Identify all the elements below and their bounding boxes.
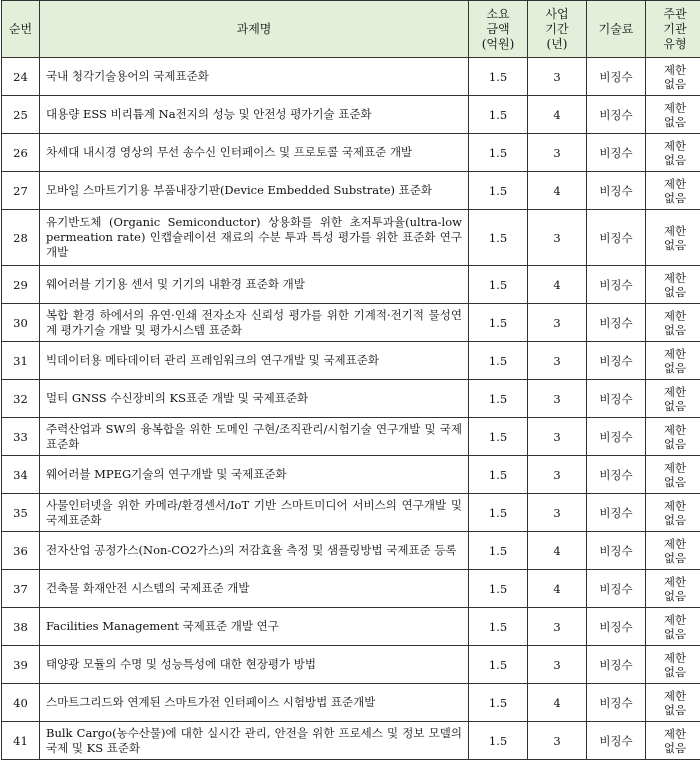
cell-period: 3 [528,58,587,96]
cell-period: 3 [528,456,587,494]
cell-fee: 비징수 [587,342,646,380]
cell-limit-line: 제한 [663,62,687,77]
cell-period: 3 [528,342,587,380]
table-row [2,134,700,172]
cell-limit [646,418,700,456]
cell-no: 35 [2,494,40,532]
cell-limit-line: 제한 [663,176,687,191]
cell-amount: 1.5 [469,418,528,456]
cell-period: 3 [528,608,587,646]
cell-no: 38 [2,608,40,646]
table-row [2,646,700,684]
header-amount [469,1,528,58]
cell-no: 31 [2,342,40,380]
cell-limit-line: 제한 [663,384,687,399]
cell-limit [646,342,700,380]
cell-title: 전자산업 공정가스(Non-CO2가스)의 저감효율 측정 및 샘플링방법 국제표준 등록 [40,532,469,570]
header-fee: 기술료 [587,1,646,58]
header-period-line: 기간 [545,21,569,36]
cell-limit-line: 제한 [663,688,687,703]
cell-limit [646,134,700,172]
cell-limit-line: 제한 [663,460,687,475]
header-title: 과제명 [40,1,469,58]
table-row [2,172,700,210]
table-row [2,532,700,570]
cell-limit [646,266,700,304]
cell-title: Facilities Management 국제표준 개발 연구 [40,608,469,646]
cell-period: 4 [528,266,587,304]
header-amount-line: 금액 [486,21,510,36]
table-row [2,304,700,342]
cell-fee: 비징수 [587,134,646,172]
cell-limit-line: 없음 [663,114,687,129]
cell-title: 복합 환경 하에서의 유연·인쇄 전자소자 신뢰성 평가를 위한 기계적·전기적 물성연계 평가기술 개발 및 평가시스템 표준화 [40,304,469,342]
cell-limit-line: 없음 [663,398,687,413]
cell-no: 32 [2,380,40,418]
cell-amount: 1.5 [469,210,528,266]
cell-limit [646,722,700,760]
cell-no: 29 [2,266,40,304]
project-table [1,0,700,760]
cell-amount: 1.5 [469,722,528,760]
cell-amount: 1.5 [469,380,528,418]
cell-amount: 1.5 [469,494,528,532]
cell-no: 24 [2,58,40,96]
table-row [2,456,700,494]
table-row [2,418,700,456]
cell-limit-line: 제한 [663,270,687,285]
cell-title: 모바일 스마트기기용 부품내장기판(Device Embedded Substrate) 표준화 [40,172,469,210]
cell-period: 3 [528,210,587,266]
cell-fee: 비징수 [587,210,646,266]
table-row [2,684,700,722]
table-row [2,266,700,304]
cell-fee: 비징수 [587,266,646,304]
cell-fee: 비징수 [587,456,646,494]
cell-title: Bulk Cargo(농수산물)에 대한 실시간 관리, 안전을 위한 프로세스 및 정보 모델의 국제 및 KS 표준화 [40,722,469,760]
cell-title: 태양광 모듈의 수명 및 성능특성에 대한 현장평가 방법 [40,646,469,684]
header-amount-line: (억원) [481,36,515,51]
cell-amount: 1.5 [469,608,528,646]
cell-period: 3 [528,646,587,684]
cell-title: 유기반도체 (Organic Semiconductor) 상용화를 위한 초저투과율(ultra-low permeation rate) 인캡슐레이션 재료의 수분 투과 특성 평가를 위한 표준화 연구 개발 [40,210,469,266]
cell-fee: 비징수 [587,646,646,684]
cell-limit-line: 없음 [663,237,687,252]
cell-title: 사물인터넷을 위한 카메라/환경센서/IoT 기반 스마트미디어 서비스의 연구개발 및 국제표준화 [40,494,469,532]
header-period-line: 사업 [545,6,569,21]
cell-limit [646,494,700,532]
cell-period: 4 [528,172,587,210]
cell-limit [646,380,700,418]
cell-limit [646,684,700,722]
cell-amount: 1.5 [469,134,528,172]
cell-fee: 비징수 [587,532,646,570]
cell-limit-line: 제한 [663,612,687,627]
cell-no: 25 [2,96,40,134]
cell-limit-line: 제한 [663,422,687,437]
cell-fee: 비징수 [587,304,646,342]
cell-fee: 비징수 [587,418,646,456]
table-row [2,380,700,418]
cell-limit-line: 없음 [663,664,687,679]
cell-no: 26 [2,134,40,172]
table-row [2,96,700,134]
cell-no: 30 [2,304,40,342]
cell-amount: 1.5 [469,570,528,608]
cell-title: 웨어러블 기기용 센서 및 기기의 내환경 표준화 개발 [40,266,469,304]
cell-limit [646,58,700,96]
cell-amount: 1.5 [469,96,528,134]
cell-title: 차세대 내시경 영상의 무선 송수신 인터페이스 및 프로토콜 국제표준 개발 [40,134,469,172]
cell-title: 빅데이터용 메타데이터 관리 프레임워크의 연구개발 및 국제표준화 [40,342,469,380]
cell-fee: 비징수 [587,172,646,210]
cell-amount: 1.5 [469,58,528,96]
cell-period: 4 [528,570,587,608]
header-row [2,1,700,58]
cell-fee: 비징수 [587,380,646,418]
header-limit-line: 유형 [663,36,687,51]
cell-amount: 1.5 [469,304,528,342]
cell-title: 멀티 GNSS 수신장비의 KS표준 개발 및 국제표준화 [40,380,469,418]
cell-period: 3 [528,722,587,760]
cell-limit-line: 제한 [663,574,687,589]
header-limit-line: 주관 [663,6,687,21]
cell-limit [646,210,700,266]
cell-fee: 비징수 [587,684,646,722]
cell-limit-line: 없음 [663,740,687,755]
table-row [2,58,700,96]
cell-fee: 비징수 [587,58,646,96]
cell-amount: 1.5 [469,646,528,684]
cell-limit-line: 없음 [663,436,687,451]
cell-amount: 1.5 [469,342,528,380]
cell-amount: 1.5 [469,172,528,210]
cell-fee: 비징수 [587,96,646,134]
cell-no: 37 [2,570,40,608]
header-limit [646,1,700,58]
cell-limit [646,608,700,646]
cell-amount: 1.5 [469,456,528,494]
cell-no: 27 [2,172,40,210]
cell-limit-line: 없음 [663,588,687,603]
cell-period: 3 [528,418,587,456]
cell-limit-line: 제한 [663,138,687,153]
cell-title: 국내 청각기술용어의 국제표준화 [40,58,469,96]
cell-limit-line: 없음 [663,550,687,565]
cell-limit-line: 없음 [663,512,687,527]
cell-limit-line: 없음 [663,474,687,489]
cell-period: 3 [528,304,587,342]
cell-no: 39 [2,646,40,684]
header-amount-line: 소요 [486,6,510,21]
cell-title: 주력산업과 SW의 융복합을 위한 도메인 구현/조직관리/시험기술 연구개발 및 국제표준화 [40,418,469,456]
header-no: 순번 [2,1,40,58]
cell-limit-line: 제한 [663,498,687,513]
cell-limit [646,646,700,684]
cell-limit-line: 제한 [663,223,687,238]
cell-fee: 비징수 [587,608,646,646]
cell-limit [646,570,700,608]
cell-limit-line: 제한 [663,650,687,665]
cell-period: 4 [528,96,587,134]
cell-limit-line: 없음 [663,702,687,717]
cell-limit-line: 제한 [663,346,687,361]
table-row [2,570,700,608]
cell-period: 3 [528,494,587,532]
cell-title: 대용량 ESS 비리튬계 Na전지의 성능 및 안전성 평가기술 표준화 [40,96,469,134]
cell-no: 34 [2,456,40,494]
cell-fee: 비징수 [587,570,646,608]
cell-no: 33 [2,418,40,456]
cell-limit-line: 제한 [663,726,687,741]
table-row [2,210,700,266]
cell-title: 웨어러블 MPEG기술의 연구개발 및 국제표준화 [40,456,469,494]
cell-fee: 비징수 [587,722,646,760]
cell-period: 4 [528,532,587,570]
cell-limit-line: 제한 [663,100,687,115]
cell-limit [646,532,700,570]
cell-limit-line: 없음 [663,190,687,205]
table-row [2,494,700,532]
cell-no: 28 [2,210,40,266]
cell-amount: 1.5 [469,684,528,722]
cell-no: 40 [2,684,40,722]
cell-limit-line: 없음 [663,322,687,337]
cell-limit-line: 없음 [663,626,687,641]
cell-period: 4 [528,684,587,722]
header-period-line: (년) [546,36,568,51]
cell-limit [646,456,700,494]
table-row [2,342,700,380]
cell-amount: 1.5 [469,266,528,304]
cell-fee: 비징수 [587,494,646,532]
cell-period: 3 [528,380,587,418]
cell-limit-line: 없음 [663,284,687,299]
cell-no: 36 [2,532,40,570]
cell-limit-line: 없음 [663,152,687,167]
cell-limit-line: 제한 [663,536,687,551]
cell-period: 3 [528,134,587,172]
table-row [2,722,700,760]
cell-no: 41 [2,722,40,760]
cell-limit [646,172,700,210]
cell-limit-line: 없음 [663,76,687,91]
cell-limit-line: 제한 [663,308,687,323]
table-body [2,58,700,760]
header-period [528,1,587,58]
cell-limit [646,304,700,342]
cell-limit-line: 없음 [663,360,687,375]
cell-amount: 1.5 [469,532,528,570]
table-row [2,608,700,646]
cell-title: 스마트그리드와 연계된 스마트가전 인터페이스 시험방법 표준개발 [40,684,469,722]
header-limit-line: 기관 [663,21,687,36]
cell-limit [646,96,700,134]
cell-title: 건축물 화재안전 시스템의 국제표준 개발 [40,570,469,608]
